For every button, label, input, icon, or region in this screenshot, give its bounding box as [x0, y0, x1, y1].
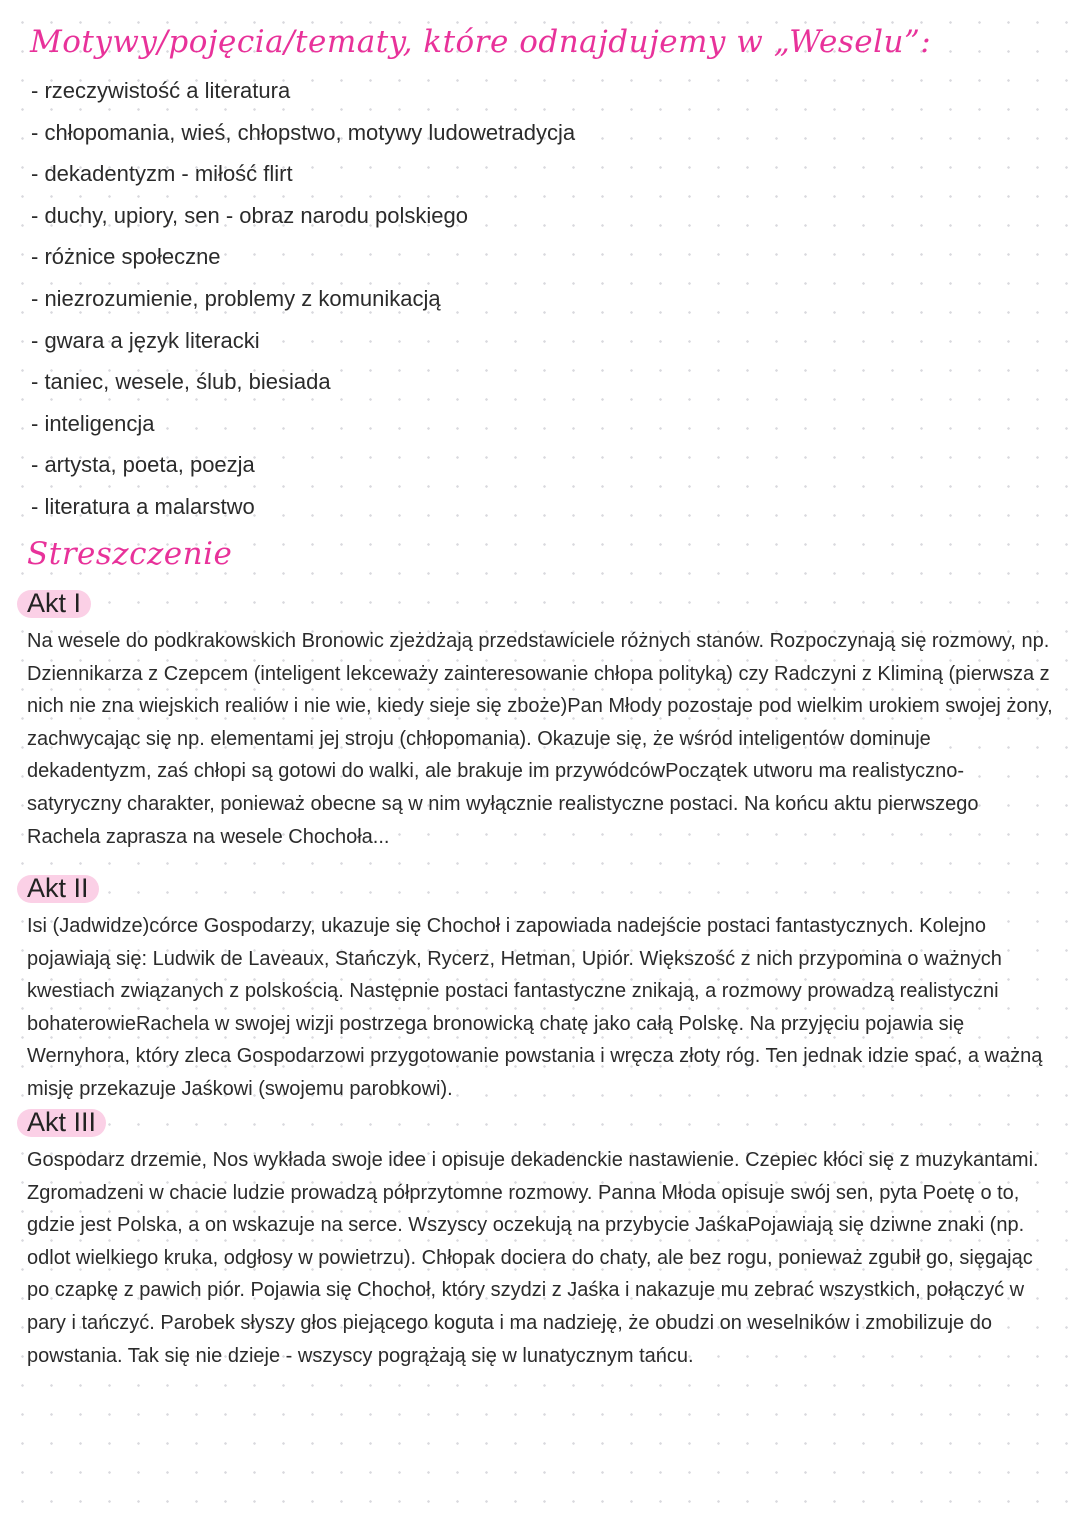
list-item: - inteligencja: [31, 410, 155, 436]
list-item: - dekadentyzm - miłość flirt: [31, 161, 293, 187]
list-item: - różnice społeczne: [31, 244, 221, 270]
act-1-text: Na wesele do podkrakowskich Bronowic zjeżdżają przedstawiciele różnych stanów. Rozpoczynają się rozmowy, np. Dziennikarza z Czepcem (inteligent lekceważy zainteresowanie chłopa polityką) czy Radczyni z Kliminą (pierwsza z nich nie zna wiejskich realiów i nie wie, kiedy sieje się zboże)Pan Młody pozostaje pod wielkim urokiem swojej żony, zachwycając się np. elementami jej stroju (chłopomania). Okazuje się, że wśród inteligentów dominuje dekadentyzm, zaś chłopi są gotowi do walki, ale brakuje im przywódcówPoczątek utworu ma realistyczno-satyryczny charakter, ponieważ obecne są w nim wyłącznie realistyczne postaci. Na końcu aktu pierwszego Rachela zaprasza na wesele Chochoła...: [27, 630, 1053, 848]
list-item: - artysta, poeta, poezja: [31, 452, 255, 478]
list-item: - rzeczywistość a literatura: [31, 78, 291, 103]
list-item: - gwara a język literacki: [31, 327, 260, 353]
act-3-label-text: Akt III: [27, 1107, 97, 1137]
act-2-label: [17, 872, 99, 904]
motifs-list: [31, 74, 575, 532]
list-item: - niezrozumienie, problemy z komunikacją: [31, 285, 441, 311]
summary-heading: Streszczenie: [27, 536, 233, 572]
act-3-text: Gospodarz drzemie, Nos wykłada swoje idee i opisuje dekadenckie nastawienie. Czepiec kłóci się z muzykantami. Zgromadzeni w chacie ludzie prowadzą półprzytomne rozmowy. Panna Młoda opisuje swój sen, pyta Poetę o to, gdzie jest Polska, a on wskazuje na serce. Wszyscy oczekują na przybycie JaśkaPojawiają się dziwne znaki (np. odlot wielkiego kruka, odgłosy w powietrzu). Chłopak dociera do chaty, ale bez rogu, ponieważ zgubił go, sięgając po czapkę z pawich piór. Pojawia się Chochoł, który szydzi z Jaśka i nakazuje mu zebrać wszystkich, połączyć w pary i tańczyć. Parobek słyszy głos piejącego koguta i ma nadzieję, że obudzi on weselników i zmobilizuje do powstania. Tak się nie dzieje - wszyscy pogrążają się w lunatycznym tańcu.: [27, 1149, 1039, 1367]
motifs-heading: Motywy/pojęcia/tematy, które odnajdujemy w „Weselu”:: [30, 24, 932, 60]
list-item: - literatura a malarstwo: [31, 493, 255, 519]
list-item: - duchy, upiory, sen - obraz narodu polskiego: [31, 202, 468, 228]
act-1-label-text: Akt I: [27, 588, 82, 618]
act-2-label-text: Akt II: [27, 873, 89, 903]
list-item: - chłopomania, wieś, chłopstwo, motywy ludowetradycja: [31, 119, 576, 145]
act-3-label: [17, 1106, 106, 1138]
act-2-text: Isi (Jadwidze)córce Gospodarzy, ukazuje się Chochoł i zapowiada nadejście postaci fantastycznych. Kolejno pojawiają się: Ludwik de Laveaux, Stańczyk, Rycerz, Hetman, Upiór. Większość z nich przypomina o ważnych kwestiach związanych z polskością. Następnie postaci fantastyczne znikają, a rozmowy prowadzą realistyczni bohaterowieRachela w swojej wizji postrzega bronowicką chatę jako całą Polskę. Na przyjęciu pojawia się Wernyhora, który zleca Gospodarzowi przygotowanie powstania i wręcza złoty róg. Ten jednak idzie spać, a ważną misję przekazuje Jaśkowi (swojemu parobkowi).: [27, 915, 1043, 1100]
act-1-label: [17, 587, 91, 619]
list-item: - taniec, wesele, ślub, biesiada: [31, 369, 331, 395]
